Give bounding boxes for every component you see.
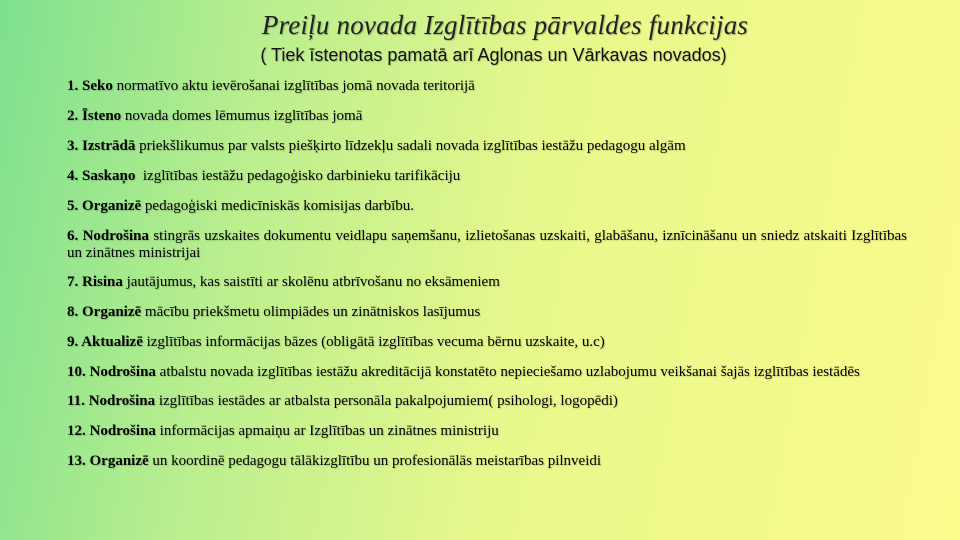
item-text: mācību priekšmetu olimpiādes un zinātniskos lasījumus (141, 304, 481, 320)
item-text: stingrās uzskaites dokumentu veidlapu saņemšanu, izlietošanas uzskaiti, glabāšanu, iznīcināšanu un sniedz atskaiti Izglītības un zinātnes ministrijai (67, 228, 908, 261)
item-number-verb: 3. Izstrādā (67, 138, 136, 154)
list-item (67, 228, 907, 262)
list-item (67, 168, 907, 185)
list-item (67, 108, 907, 125)
list-item (67, 393, 907, 410)
list-item (67, 274, 907, 291)
item-text: pedagoģiski medicīniskās komisijas darbību. (141, 198, 415, 214)
item-text: informācijas apmaiņu ar Izglītības un zinātnes ministriju (155, 423, 499, 439)
item-number-verb: 7. Risina (67, 274, 123, 290)
item-number-verb: 5. Organizē (67, 198, 142, 214)
item-text: izglītības iestādes ar atbalsta personāla pakalpojumiem( psihologi, logopēdi) (155, 393, 618, 409)
list-item (67, 304, 907, 321)
item-number-verb: 13. Organizē (67, 453, 149, 469)
item-text: priekšlikumus par valsts piešķirto līdzekļu sadali novada izglītības iestāžu pedagogu algām (135, 138, 686, 154)
item-number-verb: 10. Nodrošina (67, 364, 156, 380)
list-item (67, 138, 907, 155)
list-item (67, 364, 907, 381)
item-number-verb: 12. Nodrošina (67, 423, 156, 439)
item-text: novada domes lēmumus izglītības jomā (121, 108, 363, 124)
item-number-verb: 6. Nodrošina (67, 228, 149, 244)
list-item (67, 423, 907, 440)
functions-list (67, 78, 907, 483)
page-title: Preiļu novada Izglītības pārvaldes funkcijas (261, 10, 749, 40)
list-item (67, 334, 907, 351)
item-text: normatīvo aktu ievērošanai izglītības jomā novada teritorijā (112, 78, 475, 94)
item-text: izglītības iestāžu pedagoģisko darbinieku tarifikāciju (135, 168, 461, 184)
item-number-verb: 9. Aktualizē (67, 334, 143, 350)
item-text: atbalstu novada izglītības iestāžu akreditācijā konstatēto nepieciešamo uzlabojumu veikšanai šajās izglītības iestādēs (155, 364, 860, 380)
list-item (67, 198, 907, 215)
list-item (67, 453, 907, 470)
item-text: izglītības informācijas bāzes (obligātā izglītības vecuma bērnu uzskaite, u.c) (142, 334, 605, 350)
item-number-verb: 2. Īsteno (67, 108, 122, 124)
list-item (67, 78, 907, 95)
page-subtitle: ( Tiek īstenotas pamatā arī Aglonas un Vārkavas novados) (260, 45, 727, 65)
item-number-verb: 11. Nodrošina (67, 393, 156, 409)
item-number-verb: 4. Saskaņo (67, 168, 136, 184)
item-text: un koordinē pedagogu tālākizglītību un profesionālās meistarības pilnveidi (148, 453, 602, 469)
item-number-verb: 8. Organizē (67, 304, 142, 320)
item-number-verb: 1. Seko (67, 78, 113, 94)
item-text: jautājumus, kas saistīti ar skolēnu atbrīvošanu no eksāmeniem (122, 274, 500, 290)
